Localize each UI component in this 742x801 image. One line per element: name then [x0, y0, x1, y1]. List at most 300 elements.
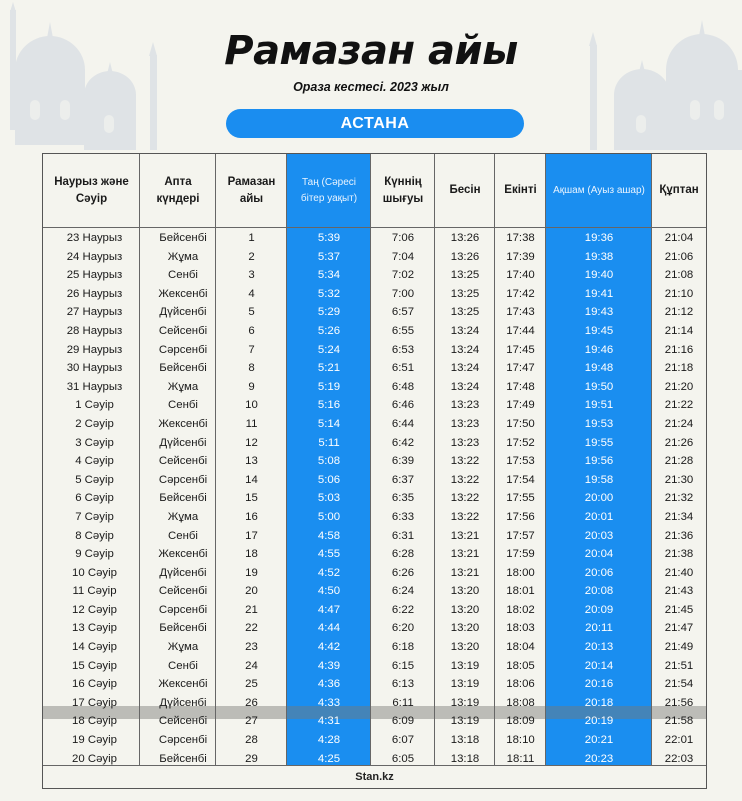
table-row	[43, 527, 706, 546]
table-cell: 21:08	[664, 269, 694, 282]
table-cell: 21:14	[664, 324, 694, 337]
table-cell: 13:19	[450, 659, 480, 672]
table-cell: Бейсенбі	[159, 362, 207, 375]
table-cell: Сәрсенбі	[158, 343, 208, 356]
table-cell: 6:42	[391, 436, 415, 449]
table-cell: 12 Сәуір	[72, 603, 117, 616]
table-row	[43, 378, 706, 397]
table-row	[43, 601, 706, 620]
table-cell: 17:42	[506, 287, 535, 300]
table-cell: 6:55	[391, 324, 415, 337]
table-cell: 7 Сәуір	[75, 510, 114, 523]
table-cell: 20	[245, 585, 258, 598]
table-cell: 21:54	[664, 678, 694, 691]
table-cell: 22:03	[664, 752, 694, 765]
table-cell: 4:36	[317, 678, 341, 691]
table-cell: 6:35	[391, 492, 415, 505]
table-cell: 20:01	[584, 510, 614, 523]
column-header: Таң (Сәресі бітер уақыт)	[300, 176, 358, 204]
table-cell: 7	[248, 343, 255, 356]
table-cell: 12	[245, 436, 258, 449]
table-cell: 19:40	[584, 269, 614, 282]
table-cell: 2 Сәуір	[75, 417, 114, 430]
table-cell: 19:38	[584, 250, 614, 263]
table-cell: 13:23	[450, 436, 480, 449]
table-cell: 11	[245, 417, 258, 430]
table-row	[43, 434, 706, 453]
table-cell: 13:23	[450, 417, 480, 430]
table-cell: 21:06	[664, 250, 694, 263]
table-cell: 20 Сәуір	[72, 752, 117, 765]
table-cell: 17:59	[506, 548, 535, 561]
table-cell: 28 Наурыз	[66, 324, 123, 337]
table-cell: 13:25	[450, 269, 480, 282]
table-cell: 20:03	[584, 529, 614, 542]
table-cell: 13:24	[450, 362, 480, 375]
table-row	[43, 582, 706, 601]
table-cell: 6:24	[391, 585, 415, 598]
table-cell: Сейсенбі	[158, 455, 208, 468]
table-cell: 4 Сәуір	[75, 455, 114, 468]
table-cell: 13:22	[450, 473, 480, 486]
table-cell: 13:20	[450, 622, 480, 635]
table-cell: 28	[245, 734, 258, 747]
table-cell: 27 Наурыз	[66, 306, 123, 319]
table-row	[43, 675, 706, 694]
table-cell: 4:25	[317, 752, 341, 765]
table-cell: 6:07	[391, 734, 415, 747]
table-cell: 30 Наурыз	[66, 362, 123, 375]
table-cell: 29	[245, 752, 258, 765]
table-row	[43, 322, 706, 341]
table-cell: 5:21	[317, 362, 341, 375]
table-cell: 26	[245, 696, 258, 709]
table-cell: Сейсенбі	[158, 324, 208, 337]
table-cell: 19:45	[584, 324, 614, 337]
table-row	[43, 303, 706, 322]
table-row	[43, 229, 706, 248]
table-cell: 13:19	[450, 715, 480, 728]
table-cell: Жексенбі	[158, 678, 208, 691]
table-row	[43, 545, 706, 564]
table-cell: 17:48	[506, 380, 535, 393]
table-cell: 17:53	[506, 455, 535, 468]
table-cell: 18:00	[506, 566, 535, 579]
table-row	[43, 638, 706, 657]
table-cell: 6:22	[391, 603, 415, 616]
table-cell: 7:00	[391, 287, 415, 300]
table-cell: 6:46	[391, 399, 415, 412]
table-row	[43, 694, 706, 713]
source-footer: Stan.kz	[355, 771, 394, 783]
table-cell: 21:04	[664, 232, 694, 244]
table-cell: 10 Сәуір	[72, 566, 117, 579]
table-cell: 4:42	[317, 641, 341, 654]
table-cell: 6	[248, 324, 255, 337]
table-cell: 13:18	[450, 734, 480, 747]
table-cell: Дүйсенбі	[159, 306, 207, 319]
table-cell: 7:02	[391, 269, 415, 282]
table-cell: 18:08	[506, 696, 535, 709]
table-cell: 24 Наурыз	[66, 250, 123, 263]
table-cell: 5:29	[317, 306, 341, 319]
table-cell: 19:58	[584, 473, 614, 486]
table-cell: 17:44	[506, 324, 535, 337]
table-cell: 20:04	[584, 548, 614, 561]
table-cell: Дүйсенбі	[159, 566, 207, 579]
table-cell: 13:20	[450, 585, 480, 598]
table-cell: 13:22	[450, 492, 480, 505]
table-row	[43, 341, 706, 360]
table-cell: 6:39	[391, 455, 415, 468]
table-row	[43, 731, 706, 750]
table-cell: 17:45	[506, 343, 535, 356]
table-cell: 19:53	[584, 417, 614, 430]
table-cell: 13:25	[450, 287, 480, 300]
table-cell: 21:10	[664, 287, 694, 300]
table-cell: 5:14	[317, 417, 341, 430]
table-cell: 21:18	[664, 362, 694, 375]
table-cell: Сәрсенбі	[158, 603, 208, 616]
table-cell: 21:32	[664, 492, 694, 505]
table-cell: Сейсенбі	[158, 585, 208, 598]
table-cell: 4:44	[317, 622, 341, 635]
table-cell: 6:15	[391, 659, 415, 672]
table-cell: 6:13	[391, 678, 415, 691]
table-cell: 4:47	[317, 603, 341, 616]
table-cell: 5:39	[317, 232, 341, 244]
table-cell: 5:34	[317, 269, 341, 282]
column-header: Күннің шығуы	[382, 175, 424, 205]
table-cell: Жұма	[167, 510, 199, 523]
table-cell: 19:50	[584, 380, 614, 393]
table-cell: 21:28	[664, 455, 694, 468]
schedule-table	[42, 153, 707, 789]
table-cell: 9	[248, 380, 255, 393]
table-cell: 14 Сәуір	[72, 641, 117, 654]
table-cell: 3 Сәуір	[75, 436, 114, 449]
table-cell: 18:04	[506, 641, 535, 654]
table-row	[43, 248, 706, 267]
table-cell: 7:06	[391, 232, 415, 244]
table-cell: 5:24	[317, 343, 341, 356]
table-cell: 21:30	[664, 473, 694, 486]
table-cell: 2	[248, 250, 255, 263]
table-cell: 5:00	[317, 510, 341, 523]
table-cell: 18	[245, 548, 258, 561]
table-cell: 13:26	[450, 250, 480, 263]
table-cell: 20:18	[584, 696, 614, 709]
table-cell: 21:20	[664, 380, 694, 393]
table-cell: Жексенбі	[158, 548, 208, 561]
table-cell: 17:39	[506, 250, 535, 263]
table-cell: 13:24	[450, 324, 480, 337]
table-cell: 19 Сәуір	[72, 734, 117, 747]
table-cell: 20:23	[584, 752, 614, 765]
table-cell: 17:38	[506, 232, 535, 244]
city-badge: АСТАНА	[226, 109, 524, 138]
table-row	[43, 396, 706, 415]
table-cell: Сейсенбі	[158, 715, 208, 728]
table-cell: 18:10	[506, 734, 535, 747]
table-cell: 4:50	[317, 585, 341, 598]
table-cell: 15	[245, 492, 258, 505]
table-row	[43, 508, 706, 527]
table-cell: 17:50	[506, 417, 535, 430]
table-cell: 6:26	[391, 566, 415, 579]
table-cell: 5	[248, 306, 255, 319]
table-cell: Сенбі	[168, 269, 198, 282]
table-cell: 6:18	[391, 641, 415, 654]
table-cell: 17:43	[506, 306, 535, 319]
table-cell: 5:08	[317, 455, 341, 468]
table-cell: 18:09	[506, 715, 535, 728]
column-header: Апта күндері	[156, 175, 200, 205]
table-cell: 20:09	[584, 603, 614, 616]
table-row	[43, 657, 706, 676]
table-cell: 23	[245, 641, 258, 654]
table-cell: 21:26	[664, 436, 694, 449]
table-cell: 21:24	[664, 417, 694, 430]
table-cell: 21:56	[664, 696, 694, 709]
table-cell: 10	[245, 399, 258, 412]
table-cell: 19:43	[584, 306, 614, 319]
table-cell: 18:06	[506, 678, 535, 691]
table-cell: 17:47	[506, 362, 535, 375]
table-cell: Бейсенбі	[159, 752, 207, 765]
table-cell: 17:55	[506, 492, 535, 505]
table-cell: 13:26	[450, 232, 480, 244]
table-cell: 20:16	[584, 678, 614, 691]
table-cell: 13:19	[450, 696, 480, 709]
column-header: Құптан	[659, 184, 699, 196]
table-cell: 24	[245, 659, 258, 672]
table-cell: 13:22	[450, 510, 480, 523]
table-cell: 6:05	[391, 752, 415, 765]
table-cell: 21:22	[664, 399, 694, 412]
table-cell: 20:13	[584, 641, 614, 654]
column-header: Екінті	[504, 184, 537, 196]
table-cell: 13:18	[450, 752, 480, 765]
table-cell: 27	[245, 715, 258, 728]
table-cell: 19:51	[584, 399, 614, 412]
table-cell: 5:32	[317, 287, 341, 300]
table-cell: 18 Сәуір	[72, 715, 117, 728]
table-cell: 5:37	[317, 250, 341, 263]
table-cell: Жексенбі	[158, 287, 208, 300]
table-cell: Дүйсенбі	[159, 696, 207, 709]
table-row	[43, 489, 706, 508]
table-cell: 4:33	[317, 696, 341, 709]
table-row	[43, 285, 706, 304]
table-cell: 6:53	[391, 343, 415, 356]
table-cell: Жексенбі	[158, 417, 208, 430]
table-cell: 13:20	[450, 603, 480, 616]
table-cell: 4:55	[317, 548, 341, 561]
table-cell: 18:03	[506, 622, 535, 635]
table-cell: 13:23	[450, 399, 480, 412]
table-cell: Бейсенбі	[159, 622, 207, 635]
table-cell: Жұма	[167, 250, 199, 263]
table-cell: 21:36	[664, 529, 694, 542]
table-cell: 21:45	[664, 603, 694, 616]
table-cell: Жұма	[167, 641, 199, 654]
table-cell: 18:11	[506, 752, 535, 765]
page-subtitle: Ораза кестесі. 2023 жыл	[293, 80, 449, 94]
table-cell: 20:00	[584, 492, 614, 505]
table-cell: 17:56	[506, 510, 535, 523]
table-row	[43, 359, 706, 378]
table-cell: Сенбі	[168, 399, 198, 412]
table-cell: 19:46	[584, 343, 614, 356]
table-cell: 1	[248, 232, 255, 244]
table-cell: 4:52	[317, 566, 341, 579]
table-cell: 17:52	[506, 436, 535, 449]
table-row	[43, 266, 706, 285]
table-cell: 6:20	[391, 622, 415, 635]
table-cell: 25	[245, 678, 258, 691]
table-cell: 6:48	[391, 380, 415, 393]
table-cell: 6:28	[391, 548, 415, 561]
column-header: Наурыз және Сәуір	[54, 175, 129, 205]
table-cell: 5:06	[317, 473, 341, 486]
table-cell: 5 Сәуір	[75, 473, 114, 486]
table-cell: 17 Сәуір	[72, 696, 117, 709]
table-cell: 21:47	[664, 622, 694, 635]
table-cell: 29 Наурыз	[66, 343, 123, 356]
table-cell: 4:31	[317, 715, 341, 728]
mosque-silhouette-icon	[582, 0, 742, 150]
table-cell: 21:58	[664, 715, 694, 728]
table-cell: 19:36	[584, 232, 614, 244]
table-cell: 25 Наурыз	[66, 269, 123, 282]
table-cell: 18:05	[506, 659, 535, 672]
table-cell: 31 Наурыз	[66, 380, 123, 393]
table-cell: Сәрсенбі	[158, 734, 208, 747]
table-cell: 21:16	[664, 343, 694, 356]
table-cell: 21:43	[664, 585, 694, 598]
table-cell: 16	[245, 510, 258, 523]
table-cell: 21	[245, 603, 258, 616]
table-cell: 4	[248, 287, 255, 300]
table-cell: 19:55	[584, 436, 614, 449]
column-header: Ақшам (Ауыз ашар)	[553, 184, 645, 196]
table-cell: Жұма	[167, 380, 199, 393]
table-cell: 19:48	[584, 362, 614, 375]
table-cell: 6:09	[391, 715, 415, 728]
table-row	[43, 471, 706, 490]
table-cell: 6:37	[391, 473, 415, 486]
table-cell: 13:21	[450, 529, 480, 542]
table-cell: 21:51	[664, 659, 694, 672]
table-cell: 5:19	[317, 380, 341, 393]
table-cell: 6 Сәуір	[75, 492, 114, 505]
table-cell: 6:44	[391, 417, 415, 430]
table-cell: 6:51	[391, 362, 415, 375]
table-cell: 22:01	[664, 734, 694, 747]
table-row	[43, 415, 706, 434]
table-cell: 17:40	[506, 269, 535, 282]
table-cell: 20:08	[584, 585, 614, 598]
table-cell: 21:49	[664, 641, 694, 654]
table-cell: 21:40	[664, 566, 694, 579]
table-cell: Сенбі	[168, 529, 198, 542]
table-cell: 6:11	[392, 696, 414, 709]
table-cell: 14	[245, 473, 258, 486]
table-cell: 21:12	[664, 306, 694, 319]
table-cell: 6:57	[391, 306, 415, 319]
table-cell: 13:24	[450, 380, 480, 393]
table-cell: Бейсенбі	[159, 492, 207, 505]
table-cell: 13:21	[450, 566, 480, 579]
table-cell: 8 Сәуір	[75, 529, 114, 542]
table-cell: 13:20	[450, 641, 480, 654]
table-cell: 17:49	[506, 399, 535, 412]
table-cell: 23 Наурыз	[66, 232, 123, 244]
table-cell: 3	[248, 269, 255, 282]
table-row	[43, 452, 706, 471]
table-cell: 20:11	[585, 622, 613, 635]
table-cell: 17:57	[506, 529, 535, 542]
table-cell: 18:02	[506, 603, 535, 616]
table-cell: 19:56	[584, 455, 614, 468]
table-cell: 26 Наурыз	[66, 287, 123, 300]
table-cell: 13 Сәуір	[72, 622, 117, 635]
table-cell: 20:14	[584, 659, 614, 672]
table-cell: 20:19	[584, 715, 614, 728]
column-header: Бесін	[449, 184, 481, 196]
table-cell: 15 Сәуір	[72, 659, 117, 672]
table-cell: Сәрсенбі	[158, 473, 208, 486]
table-cell: Бейсенбі	[159, 232, 207, 244]
table-cell: Дүйсенбі	[159, 436, 207, 449]
table-cell: 13:22	[450, 455, 480, 468]
table-cell: 9 Сәуір	[75, 548, 114, 561]
table-cell: 20:06	[584, 566, 614, 579]
table-cell: 5:26	[317, 324, 341, 337]
table-cell: 6:31	[391, 529, 415, 542]
table-row	[43, 564, 706, 583]
table-cell: Сенбі	[168, 659, 198, 672]
table-cell: 19:41	[584, 287, 614, 300]
table-body	[43, 229, 706, 768]
table-cell: 13:25	[450, 306, 480, 319]
table-row	[43, 712, 706, 731]
table-cell: 18:01	[506, 585, 535, 598]
table-cell: 4:39	[317, 659, 341, 672]
table-cell: 11 Сәуір	[72, 585, 117, 598]
table-cell: 6:33	[391, 510, 415, 523]
table-cell: 20:21	[584, 734, 614, 747]
table-cell: 19	[245, 566, 258, 579]
header-divider	[43, 227, 706, 228]
table-cell: 4:58	[317, 529, 341, 542]
mosque-silhouette-icon	[0, 0, 190, 150]
table-cell: 13:21	[450, 548, 480, 561]
page-title: Рамазан айы	[224, 28, 518, 74]
table-cell: 1 Сәуір	[75, 399, 114, 412]
table-cell: 7:04	[391, 250, 415, 263]
table-cell: 13:19	[450, 678, 480, 691]
table-cell: 8	[248, 362, 255, 375]
table-cell: 16 Сәуір	[72, 678, 117, 691]
table-cell: 17:54	[506, 473, 535, 486]
table-cell: 5:03	[317, 492, 341, 505]
column-header: Рамазан айы	[227, 175, 276, 205]
table-row	[43, 619, 706, 638]
table-cell: 5:11	[318, 436, 340, 449]
table-cell: 22	[245, 622, 258, 635]
